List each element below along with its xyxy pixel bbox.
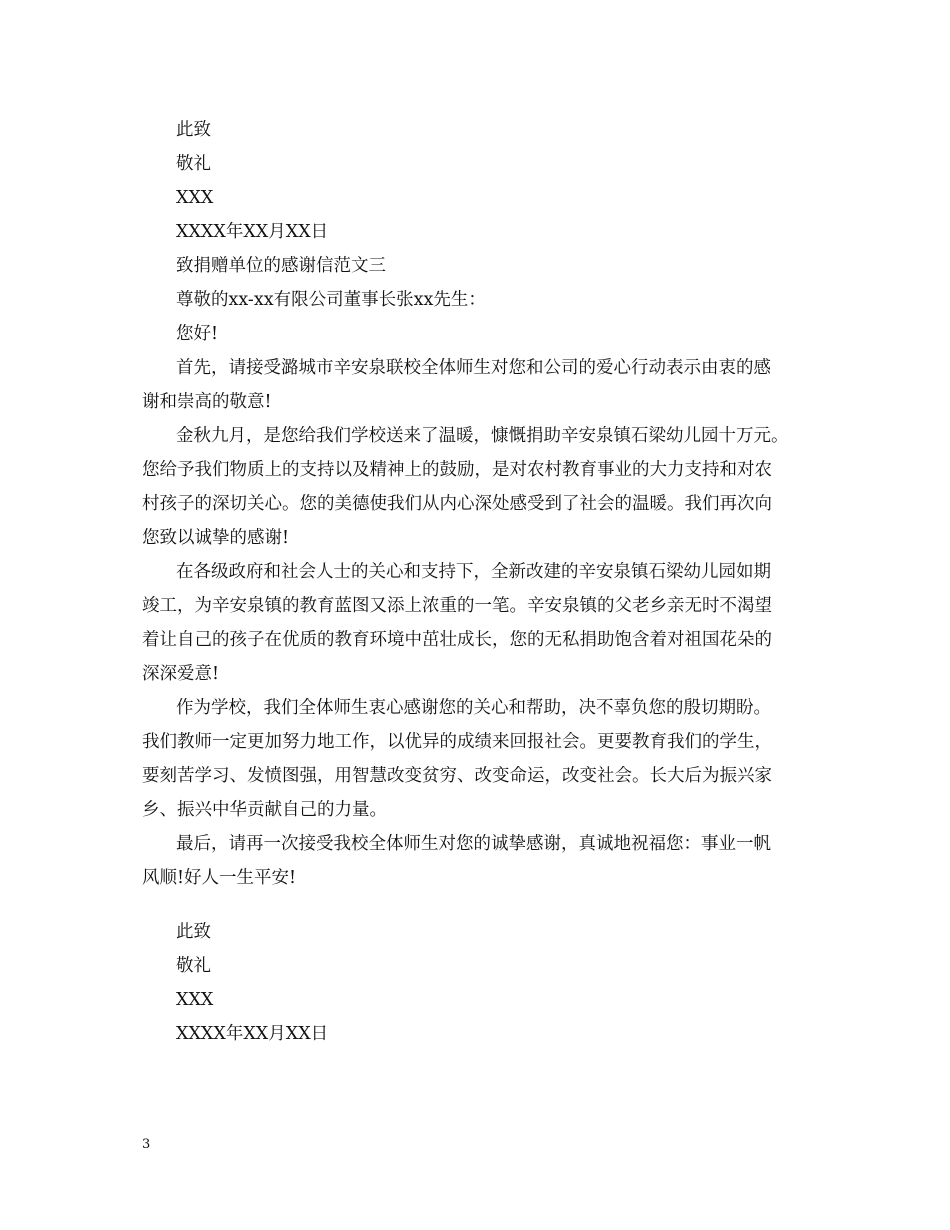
- paragraph-line: 您给予我们物质上的支持以及精神上的鼓励，是对农村教育事业的大力支持和对农: [142, 460, 772, 480]
- paragraph-line: 您致以诚挚的感谢!: [142, 528, 290, 548]
- paragraph-line: 要刻苦学习、发愤图强，用智慧改变贫穷、改变命运，改变社会。长大后为振兴家: [142, 766, 772, 786]
- paragraph-line: 乡、振兴中华贡献自己的力量。: [142, 800, 387, 820]
- closing-regards: 敬礼: [176, 956, 211, 976]
- closing-salutation: 此致: [176, 922, 211, 942]
- paragraph-line: 着让自己的孩子在优质的教育环境中茁壮成长，您的无私捐助饱含着对祖国花朵的: [142, 630, 772, 650]
- page-number: 3: [142, 1137, 151, 1152]
- paragraph-line: 村孩子的深切关心。您的美德使我们从内心深处感受到了社会的温暖。我们再次向: [142, 494, 772, 514]
- paragraph-line: 在各级政府和社会人士的关心和支持下，全新改建的辛安泉镇石梁幼儿园如期: [176, 562, 771, 582]
- closing-date: XXXX年XX月XX日: [176, 222, 329, 242]
- closing-signer: XXX: [176, 990, 214, 1010]
- greeting: 您好!: [176, 324, 219, 344]
- paragraph-line: 风顺!好人一生平安!: [142, 868, 297, 888]
- closing-date: XXXX年XX月XX日: [176, 1024, 329, 1044]
- paragraph-line: 我们教师一定更加努力地工作，以优异的成绩来回报社会。更要教育我们的学生，: [142, 732, 772, 752]
- addressee: 尊敬的xx-xx有限公司董事长张xx先生：: [176, 290, 486, 310]
- closing-signer: XXX: [176, 188, 214, 208]
- paragraph-line: 作为学校，我们全体师生衷心感谢您的关心和帮助，决不辜负您的殷切期盼。: [176, 698, 771, 718]
- closing-salutation: 此致: [176, 120, 211, 140]
- paragraph-line: 首先，请接受潞城市辛安泉联校全体师生对您和公司的爱心行动表示由衷的感: [176, 358, 771, 378]
- paragraph-line: 最后，请再一次接受我校全体师生对您的诚挚感谢，真诚地祝福您：事业一帆: [176, 834, 771, 854]
- paragraph-line: 竣工，为辛安泉镇的教育蓝图又添上浓重的一笔。辛安泉镇的父老乡亲无时不渴望: [142, 596, 772, 616]
- paragraph-line: 金秋九月，是您给我们学校送来了温暖，慷慨捐助辛安泉镇石梁幼儿园十万元。: [176, 426, 789, 446]
- paragraph-line: 深深爱意!: [142, 664, 220, 684]
- section-title: 致捐赠单位的感谢信范文三: [176, 256, 386, 276]
- closing-regards: 敬礼: [176, 154, 211, 174]
- paragraph-line: 谢和崇高的敬意!: [142, 392, 272, 412]
